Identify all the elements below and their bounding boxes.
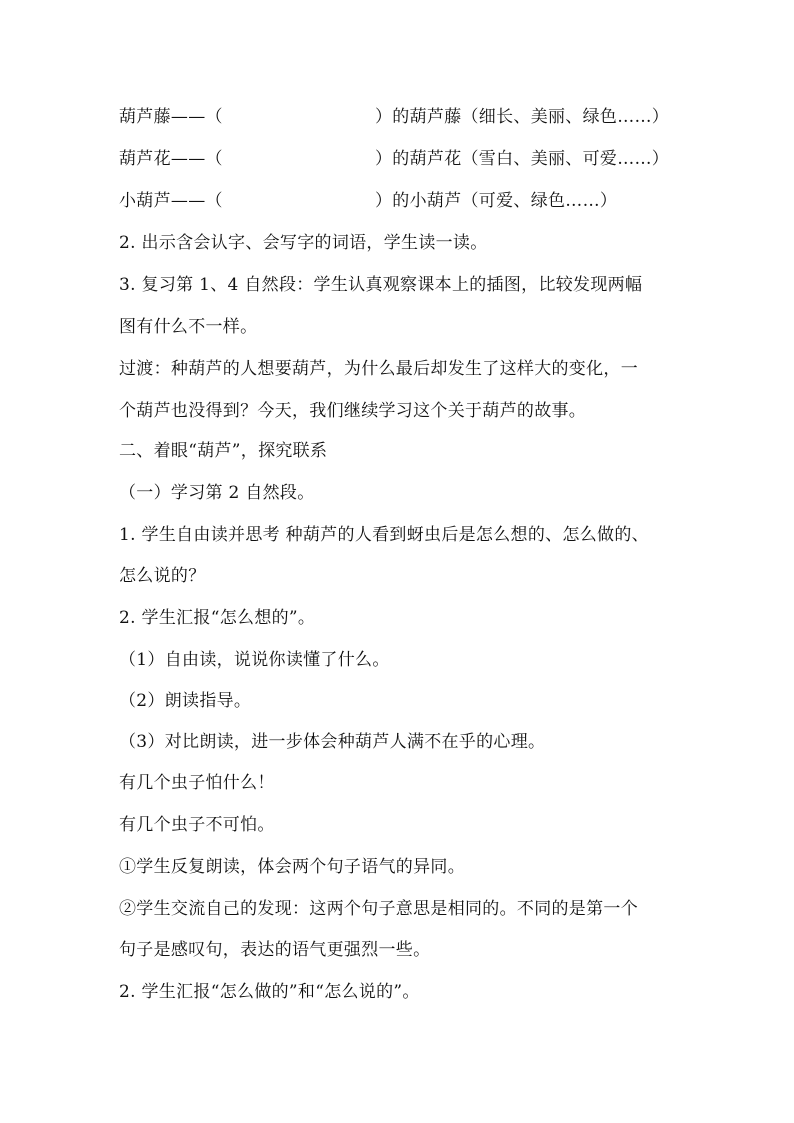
text-line: 句子是感叹句，表达的语气更强烈一些。 (119, 940, 431, 960)
subsection-heading: （一）学习第 2 自然段。 (119, 483, 315, 503)
text-line: （1）自由读，说说你读懂了什么。 (119, 650, 390, 670)
fill-row-term: 小葫芦——（ (119, 191, 223, 211)
text-line: ②学生交流自己的发现：这两个句子意思是相同的。不同的是第一个 (119, 899, 638, 919)
section-heading: 二、着眼“葫芦”，探究联系 (119, 441, 328, 461)
text-line: 2. 出示含会认字、会写字的词语，学生读一读。 (119, 233, 488, 253)
text-line: 2. 学生汇报“怎么想的”。 (119, 608, 316, 628)
text-line: 过渡：种葫芦的人想要葫芦，为什么最后却发生了这样大的变化，一 (119, 359, 638, 379)
fill-row-vine (119, 107, 689, 127)
text-line: （3）对比朗读，进一步体会种葫芦人满不在乎的心理。 (119, 732, 546, 752)
text-line: 1. 学生自由读并思考 种葫芦的人看到蚜虫后是怎么想的、怎么做的、 (119, 525, 649, 545)
fill-row-small-gourd (119, 191, 689, 211)
text-line: 图有什么不一样。 (119, 317, 258, 337)
fill-row-flower (119, 149, 689, 169)
fill-row-term: 葫芦藤——（ (119, 107, 223, 127)
text-line: ①学生反复朗读，体会两个句子语气的异同。 (119, 857, 465, 877)
text-line: 个葫芦也没得到？今天，我们继续学习这个关于葫芦的故事。 (119, 401, 587, 421)
fill-row-tail: ）的葫芦花（雪白、美丽、可爱……） (375, 149, 670, 169)
text-line: 3. 复习第 1、4 自然段：学生认真观察课本上的插图，比较发现两幅 (119, 275, 643, 295)
text-line: 怎么说的？ (119, 566, 206, 586)
text-line: 有几个虫子不可怕。 (119, 815, 275, 835)
fill-row-tail: ）的小葫芦（可爱、绿色……） (375, 191, 618, 211)
text-line: 有几个虫子怕什么！ (119, 773, 275, 793)
text-line: （2）朗读指导。 (119, 691, 252, 711)
text-line: 2. 学生汇报“怎么做的”和“怎么说的”。 (119, 982, 420, 1002)
fill-row-term: 葫芦花——（ (119, 149, 223, 169)
fill-row-tail: ）的葫芦藤（细长、美丽、绿色……） (375, 107, 670, 127)
